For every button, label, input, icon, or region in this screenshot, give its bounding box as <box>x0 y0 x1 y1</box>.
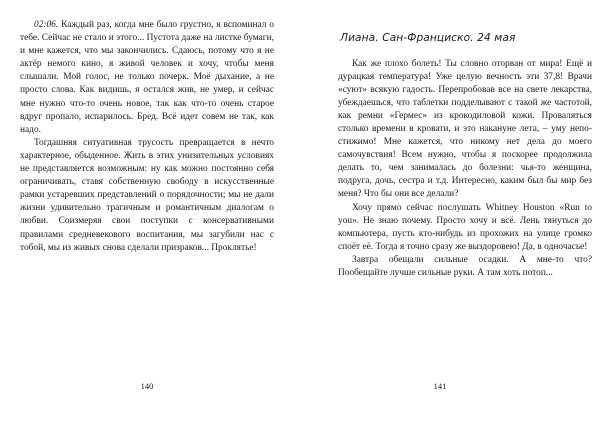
left-paragraph-2-text: Тогдашняя ситуативная трусость превращается в нечто характерное, обыденное. Жить в этих унизительных условиях не представляется возможным: ну как можно постоянно себя ограничивать, ставя собственную свободу в искусственные рамки устаревших представлений о порядочности; мы не дали жизни удивительно трагичным и романтичным диалогам о любви. Соизмеряя свои поступки с консервативными правилами средневекового воспитания, мы загубили нас с тобой, мы из живых снова сделали призраков... Проклятье! <box>20 137 274 253</box>
left-paragraph-1 <box>20 19 274 137</box>
right-page-text <box>338 58 592 280</box>
right-paragraph-1: Как же плохо болеть! Ты словно оторван от мира! Ещё и дурацкая температура! Уже целую вечность эти 37,8! Врачи «суют» всякую гадость. Перепробовав все на свете лекарства, убеждаешься, что таблетки подделывают с такой же частотой, как ремни «Гермес» из крокодиловой кожи. Проваляться столько времени в кровати, и это накануне лета, – уму непостижимо! Мне кажется, что никому нет дела до моего самочувствия! Всем нужно, чтобы я поскорее продолжила делать то, чем занималась до болезни: чья-то женщина, подруга, дочь, сестра и т.д. Интересно, каким был бы мир без меня? Что бы они все делали? <box>338 59 592 200</box>
right-paragraph-3: Завтра обещали сильные осадки. А мне-то что? Пообещайте лучше сильные руки. А там хоть потоп... <box>338 254 592 278</box>
right-paragraph-2: Хочу прямо сейчас послушать Whitney Houston «Run to you». Не знаю почему. Просто хочу и всё. Лень тянуться до компьютера, пусть кто-нибудь из прохожих на улице громко споёт её. Тогда я точно сразу же выздоровею! Да, в одночасье! <box>338 202 592 252</box>
left-paragraph-1-text: Каждый раз, когда мне было грустно, я вспоминал о тебе. Сейчас не стало и этого... Пустота даже на листке бумаги, и мне кажется, что мы закончились. Сдаюсь, потому что я не актёр немого кино, я живой человек и хочу, чтобы меня слышали. Мой голос, не только почерк. Моё дыхание, а не просто слова. Как видишь, я остался жив, не умер, и сейчас мне нужно что-то очень новое, так как что-то очень старое вдруг пропало, испарилось. Бред. Всё идет совем не так, как надо. <box>20 20 274 135</box>
diary-entry-header: Лиана. Сан-Франциско. 24 мая <box>340 32 516 44</box>
left-page-number: 140 <box>140 381 154 391</box>
left-paragraph-2 <box>20 137 274 255</box>
right-page-number: 141 <box>433 381 447 391</box>
left-page-text <box>20 19 274 255</box>
time-stamp: 02:06. <box>34 20 59 30</box>
